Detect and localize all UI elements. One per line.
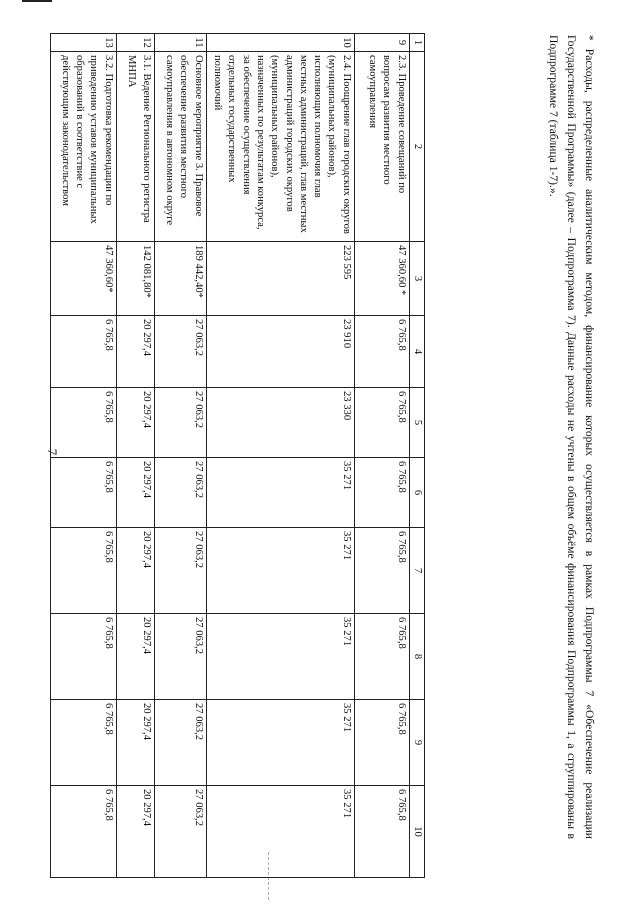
cell-value: 142 081,80* xyxy=(116,242,154,316)
cell-value: 6 765,8 xyxy=(50,786,116,878)
table-row xyxy=(206,34,354,878)
cell-value: 27 063,2 xyxy=(154,786,206,878)
cell-value: 20 297,4 xyxy=(116,316,154,388)
cell-value: 27 063,2 xyxy=(154,700,206,786)
cell-value: 6 765,8 xyxy=(354,388,409,458)
header-cell: 5 xyxy=(409,388,424,458)
cell-value: 27 063,2 xyxy=(154,388,206,458)
header-cell: 7 xyxy=(409,528,424,614)
cell-value: 20 297,4 xyxy=(116,786,154,878)
header-row xyxy=(409,34,424,878)
top-rule xyxy=(22,0,52,2)
cell-value: 6 765,8 xyxy=(50,614,116,700)
cell-value: 23 330 xyxy=(206,388,354,458)
page-number: 7 xyxy=(45,448,60,456)
cell-value: 6 765,8 xyxy=(354,528,409,614)
cell-value: 47 360,60* xyxy=(50,242,116,316)
cell-value: 23 910 xyxy=(206,316,354,388)
cell-value: 6 765,8 xyxy=(354,786,409,878)
cell-value: 27 063,2 xyxy=(154,458,206,528)
row-number: 12 xyxy=(116,34,154,52)
cell-value: 35 271 xyxy=(206,700,354,786)
header-cell: 9 xyxy=(409,700,424,786)
cell-value: 6 765,8 xyxy=(50,700,116,786)
cell-value: 6 765,8 xyxy=(354,316,409,388)
cell-value: 27 063,2 xyxy=(154,614,206,700)
cell-value: 6 765,8 xyxy=(50,388,116,458)
header-cell: 8 xyxy=(409,614,424,700)
cell-value: 20 297,4 xyxy=(116,700,154,786)
cell-value: 47 360,60 * xyxy=(354,242,409,316)
cell-value: 35 271 xyxy=(206,614,354,700)
cell-value: 6 765,8 xyxy=(50,316,116,388)
table-row xyxy=(50,34,116,878)
cell-value: 6 765,8 xyxy=(50,528,116,614)
cell-value: 20 297,4 xyxy=(116,528,154,614)
header-cell: 4 xyxy=(409,316,424,388)
header-cell: 6 xyxy=(409,458,424,528)
row-name: 3.1. Ведение Регионального регистра МНПА xyxy=(116,52,154,242)
header-cell: 3 xyxy=(409,242,424,316)
cell-value: 6 765,8 xyxy=(354,614,409,700)
row-name: Основное мероприятие 3. Правовое обеспечение развития местного самоуправления в автономном округе xyxy=(154,52,206,242)
cell-value: 35 271 xyxy=(206,458,354,528)
cell-value: 20 297,4 xyxy=(116,614,154,700)
cell-value: 20 297,4 xyxy=(116,388,154,458)
cell-value: 20 297,4 xyxy=(116,458,154,528)
rotated-table-wrapper xyxy=(59,33,425,877)
row-name: 3.2. Подготовка рекомендации по приведению уставов муниципальных образований в соответствие с действующим законодательством xyxy=(50,52,116,242)
table-row xyxy=(154,34,206,878)
row-number: 10 xyxy=(206,34,354,52)
cell-value: 6 765,8 xyxy=(354,700,409,786)
table-row xyxy=(116,34,154,878)
header-cell: 1 xyxy=(409,34,424,52)
footnote: * Расходы, распределенные аналитическим методом, финансирование которых осуществляется в рамках Подпрограммы 7 «Обеспечение реализации Государственной Программы» (далее – Подпрограмма 7). Данные расходы не учтены в общем объёме финансирования Подпрограммы 1, а сгруппированы в Подпрограмме 7 (таблица 1-7).». xyxy=(547,35,596,839)
cell-value: 35 271 xyxy=(206,786,354,878)
cell-value: 27 063,2 xyxy=(154,316,206,388)
row-number: 11 xyxy=(154,34,206,52)
header-cell: 10 xyxy=(409,786,424,878)
cell-value: 27 063,2 xyxy=(154,528,206,614)
row-name: 2.3. Проведение совещаний по вопросам развития местного самоуправления xyxy=(354,52,409,242)
funding-table xyxy=(50,33,425,878)
cell-value: 6 765,8 xyxy=(50,458,116,528)
row-name: 2.4. Поощрение глав городских округов (муниципальных районов), исполняющих полномочия глав местных администраций, глав местных администраций городских округов (муниципальных районов), назначенных по результатам конкурса, за обеспечение осуществления отдельных государственных полномочий xyxy=(206,52,354,242)
row-number: 9 xyxy=(354,34,409,52)
table-row xyxy=(354,34,409,878)
cell-value: 35 271 xyxy=(206,528,354,614)
cell-value: 6 765,8 xyxy=(354,458,409,528)
cell-value: 189 442,40* xyxy=(154,242,206,316)
header-cell: 2 xyxy=(409,52,424,242)
cell-value: 223 595 xyxy=(206,242,354,316)
row-number: 13 xyxy=(50,34,116,52)
